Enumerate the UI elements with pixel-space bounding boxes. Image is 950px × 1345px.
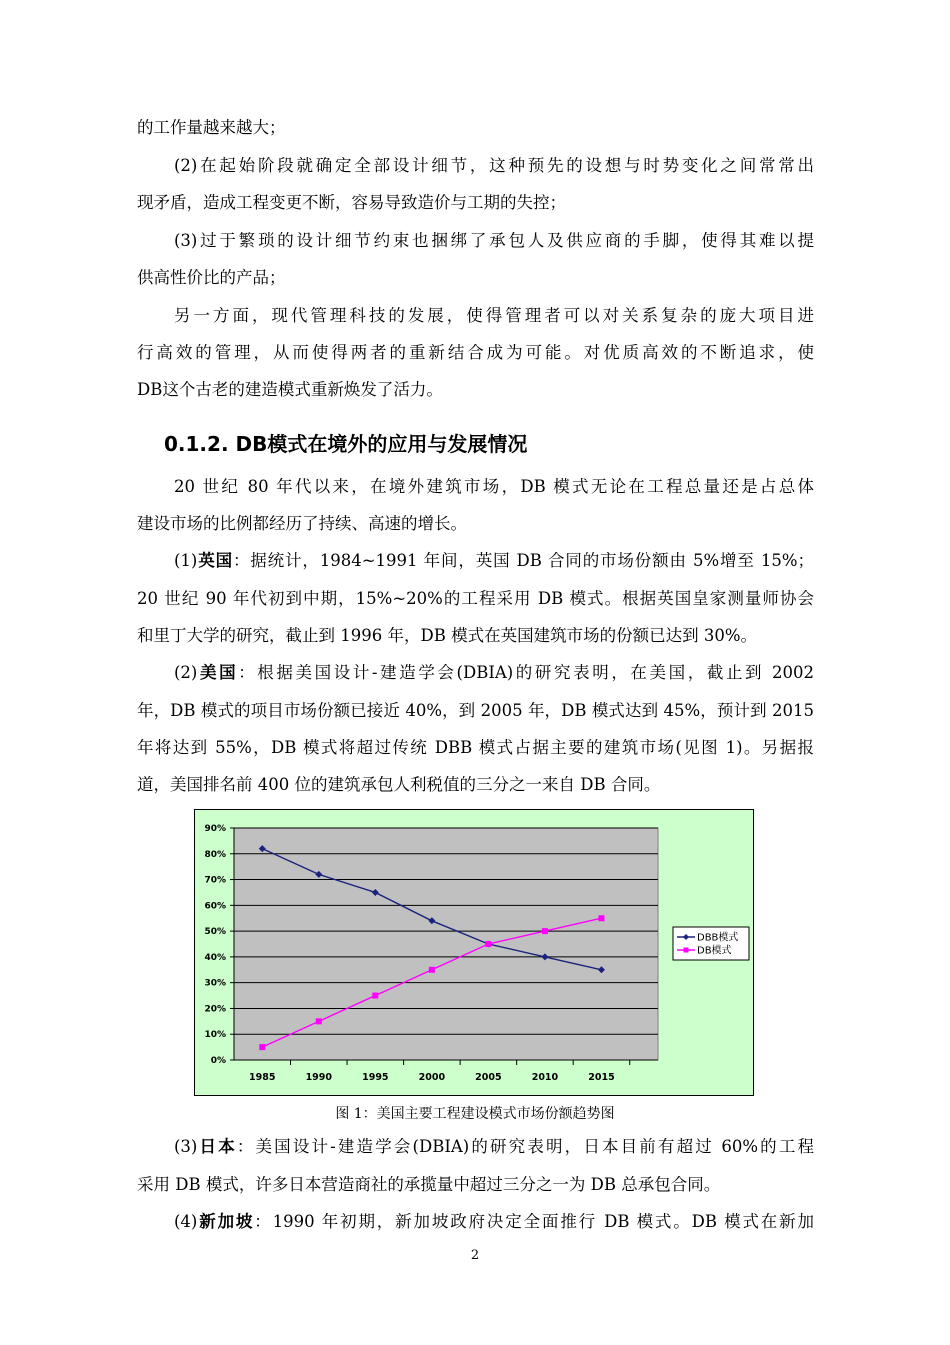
item-number: (4): [174, 1212, 198, 1231]
y-tick-label: 20%: [204, 1004, 226, 1015]
paragraph-line-jp: [174, 1135, 814, 1159]
data-point: [372, 993, 378, 999]
plot-area: [234, 828, 658, 1060]
y-tick-label: 80%: [204, 849, 226, 860]
x-tick-label: 1985: [249, 1072, 276, 1083]
paragraph-line: 20 世纪 80 年代以来，在境外建筑市场，DB 模式无论在工程总量还是占总体: [174, 477, 814, 496]
paragraph-text: ：美国设计-建造学会(DBIA)的研究表明，日本目前有超过 60%的工程: [236, 1137, 815, 1156]
country-label-sg: 新加坡: [197, 1212, 255, 1231]
paragraph-line: 建设市场的比例都经历了持续、高速的增长。: [137, 514, 467, 533]
data-point: [542, 928, 548, 934]
paragraph-line: 的工作量越来越大；: [137, 118, 286, 137]
paragraph-line: (2)在起始阶段就确定全部设计细节，这种预先的设想与时势变化之间常常出: [174, 156, 814, 175]
country-label-us: 美国: [197, 663, 239, 682]
paragraph-line-uk: [174, 549, 814, 573]
paragraph-text: ：1990 年初期，新加坡政府决定全面推行 DB 模式。DB 模式在新加: [254, 1212, 815, 1231]
data-point: [485, 941, 491, 947]
paragraph-line: 现矛盾，造成工程变更不断，容易导致造价与工期的失控；: [137, 193, 566, 212]
item-number: (2): [174, 663, 198, 682]
y-tick-label: 60%: [204, 901, 226, 912]
paragraph-line: 行高效的管理，从而使得两者的重新结合成为可能。对优质高效的不断追求，使: [137, 343, 814, 362]
y-tick-label: 0%: [210, 1056, 226, 1066]
paragraph-line-us: [174, 661, 814, 685]
x-tick-label: 2000: [418, 1072, 446, 1083]
item-number: (1): [174, 551, 198, 570]
section-heading: 0.1.2. DB模式在境外的应用与发展情况: [164, 432, 528, 456]
legend-swatch-marker: [684, 948, 689, 953]
legend-label: DB模式: [697, 945, 732, 957]
data-point: [259, 1044, 265, 1050]
item-number: (3): [174, 1137, 198, 1156]
country-label-jp: 日本: [197, 1137, 237, 1156]
data-point: [316, 1018, 322, 1024]
paragraph-line: DB这个古老的建造模式重新焕发了活力。: [137, 380, 443, 399]
figure-caption: 图 1：美国主要工程建设模式市场份额趋势图: [335, 1106, 615, 1122]
data-point: [429, 967, 435, 973]
paragraph-line: 采用 DB 模式，许多日本营造商社的承揽量中超过三分之一为 DB 总承包合同。: [137, 1175, 721, 1194]
paragraph-text: ：根据美国设计-建造学会(DBIA)的研究表明，在美国，截止到 2002: [238, 663, 815, 682]
paragraph-line: 和里丁大学的研究，截止到 1996 年，DB 模式在英国建筑市场的份额已达到 30%。: [137, 626, 757, 645]
data-point: [598, 915, 604, 921]
x-tick-label: 2015: [588, 1072, 615, 1083]
y-tick-label: 10%: [204, 1030, 226, 1041]
y-tick-label: 90%: [204, 824, 226, 834]
paragraph-line: 道，美国排名前 400 位的建筑承包人利税值的三分之一来自 DB 合同。: [137, 775, 661, 794]
paragraph-line: 20 世纪 90 年代初到中期，15%~20%的工程采用 DB 模式。根据英国皇家测量师协会: [137, 589, 814, 608]
market-share-chart: [194, 809, 754, 1096]
paragraph-line: 年，DB 模式的项目市场份额已接近 40%，到 2005 年，DB 模式达到 45%，预计到 2015: [137, 701, 814, 720]
paragraph-line-sg: [174, 1210, 814, 1234]
paragraph-line: (3)过于繁琐的设计细节约束也捆绑了承包人及供应商的手脚，使得其难以提: [174, 231, 814, 250]
country-label-uk: 英国: [197, 551, 233, 570]
y-tick-label: 70%: [204, 875, 226, 886]
x-tick-label: 2010: [531, 1072, 559, 1083]
paragraph-text: ：据统计，1984~1991 年间，英国 DB 合同的市场份额由 5%增至 15%；: [232, 551, 814, 570]
x-tick-label: 2005: [475, 1072, 502, 1083]
page-number: 2: [470, 1248, 480, 1263]
paragraph-line: 另一方面，现代管理科技的发展，使得管理者可以对关系复杂的庞大项目进: [174, 306, 814, 325]
x-tick-label: 1995: [362, 1072, 389, 1083]
paragraph-line: 供高性价比的产品；: [137, 268, 286, 287]
paragraph-line: 年将达到 55%，DB 模式将超过传统 DBB 模式占据主要的建筑市场(见图 1)。另据报: [137, 738, 814, 757]
y-tick-label: 50%: [204, 927, 226, 938]
y-tick-label: 40%: [204, 952, 226, 963]
legend-label: DBB模式: [697, 932, 739, 944]
x-tick-label: 1990: [305, 1072, 333, 1083]
y-tick-label: 30%: [204, 978, 226, 989]
